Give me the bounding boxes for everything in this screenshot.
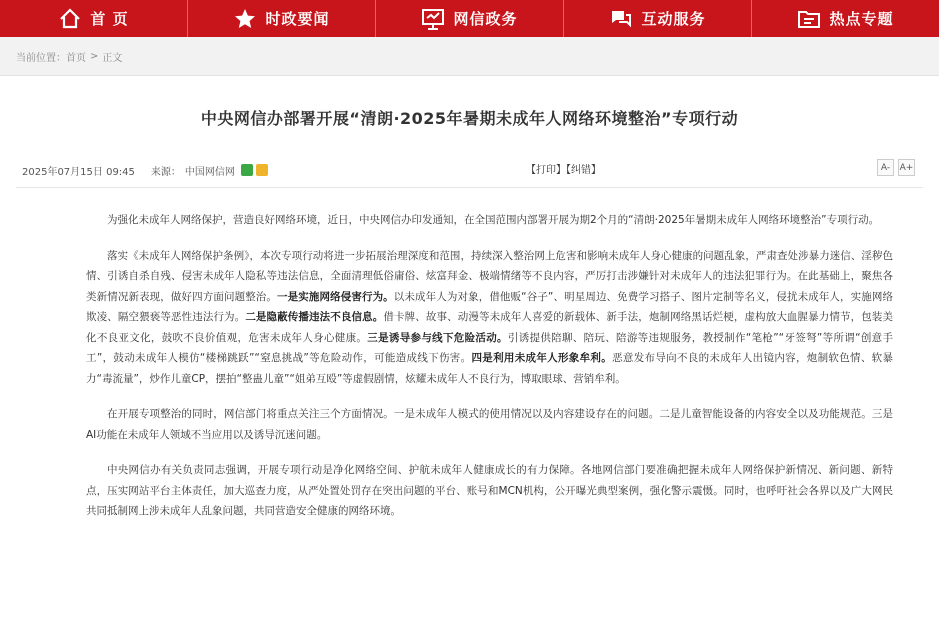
- nav-interaction[interactable]: [564, 0, 752, 37]
- nav-politics-label: 时政要闻: [265, 10, 330, 28]
- source-label: 来源：: [150, 166, 181, 178]
- font-size-controls: [877, 159, 915, 176]
- share-group: [241, 164, 268, 176]
- article-body: [16, 210, 923, 522]
- font-larger-button[interactable]: A+: [898, 159, 915, 176]
- nav-home-label: 首 页: [90, 10, 129, 28]
- correct-link[interactable]: 【纠错】: [566, 165, 601, 176]
- paragraph-3: 在开展专项整治的同时，网信部门将重点关注三个方面情况。一是未成年人模式的使用情况以及内容建设存在的问题。二是儿童智能设备的内容安全以及功能规范。三是AI功能在未成年人领域不当应用以及诱导沉迷问题。: [86, 408, 893, 441]
- paragraph-2-text-a: 落实《未成年人网络保护条例》，本次专项行动将进一步拓展治理深度和范围，持续深入整治网上危害和影响未成年人身心健康的问题乱象，严肃查处涉暴力迷信、淫秽色情、引诱自杀自残、侵害未成年人隐私等违法信息，全面清理低俗庸俗、炫富拜金、极端情绪等不良内容，严厉打击涉嫌针对未成年人的违法犯罪行为。在此基础上，聚焦各类新情况新表现，做好四方面问题整治。: [86, 249, 893, 303]
- breadcrumb-home-link[interactable]: 首页: [66, 52, 86, 64]
- paragraph-1: 为强化未成年人网络保护，营造良好网络环境，近日，中央网信办印发通知，在全国范围内部署开展为期2个月的“清朗·2025年暑期未成年人网络环境整治”专项行动。: [107, 214, 880, 226]
- paragraph-2-text-b: 以未成年人为对象，借他贩“谷子”、明星周边、免费学习搭子、图片定制等名义，侵扰未成年人，实施网络欺凌、隔空猥亵等恶性违法行为。: [86, 290, 893, 323]
- article: [0, 106, 939, 522]
- article-meta: [16, 159, 923, 188]
- paragraph-2-text-d: 引诱提供陪聊、陪玩、陪游等违规服务，教授制作“笔枪”“牙签弩”等所谓“创意手工”，鼓动未成年人模仿“楼梯跳跃”“窒息挑战”等危险动作，可能造成线下伤害。: [86, 331, 893, 364]
- paragraph-2-bold-4: 四是利用未成年人形象牟利。: [471, 352, 613, 364]
- wechat-share-icon[interactable]: [241, 164, 253, 176]
- home-icon: [58, 7, 82, 31]
- nav-topics[interactable]: [752, 0, 939, 37]
- paragraph-2-text-e: 恶意发布导向不良的未成年人出镜内容，炮制软色情、软暴力“毒流量”，炒作儿童CP，摆拍“整蛊儿童”“姐弟互殴”等虚假剧情，炫耀未成年人不良行为，博取眼球、营销牟利。: [86, 352, 893, 385]
- paragraph-2-bold-3: 三是诱导参与线下危险活动。: [367, 331, 508, 344]
- breadcrumb-separator: >: [90, 50, 99, 62]
- nav-government[interactable]: [376, 0, 564, 37]
- nav-interaction-label: 互动服务: [641, 10, 706, 28]
- article-date: 2025年07月15日 09:45: [22, 166, 135, 178]
- nav-home[interactable]: [0, 0, 188, 37]
- nav-topics-label: 热点专题: [829, 10, 894, 28]
- chat-icon: [609, 7, 633, 31]
- top-nav: [0, 0, 939, 37]
- paragraph-2-text-c: 借卡牌、故事、动漫等未成年人喜爱的新载体、新手法，炮制网络黑话烂梗，虚构放大血腥暴力情节，包装美化不良亚文化，鼓吹不良价值观，危害未成年人身心健康。: [86, 311, 894, 344]
- article-actions: [526, 161, 601, 176]
- print-link[interactable]: 【打印】: [526, 165, 566, 176]
- qzone-share-icon[interactable]: [256, 164, 268, 176]
- presentation-icon: [421, 7, 445, 31]
- folder-icon: [797, 7, 821, 31]
- nav-government-label: 网信政务: [453, 10, 518, 28]
- star-icon: [233, 7, 257, 31]
- article-source: 中国网信网: [184, 166, 235, 178]
- font-smaller-button[interactable]: A-: [877, 159, 894, 176]
- paragraph-2-bold-2: 二是隐蔽传播违法不良信息。: [245, 311, 384, 323]
- breadcrumb-current: 正文: [102, 52, 123, 64]
- nav-politics[interactable]: [188, 0, 376, 37]
- paragraph-2-bold-1: 一是实施网络侵害行为。: [277, 290, 394, 303]
- breadcrumb: [0, 37, 939, 76]
- breadcrumb-label: 当前位置：: [16, 52, 66, 64]
- paragraph-2: [86, 246, 893, 390]
- article-title: 中央网信办部署开展“清朗·2025年暑期未成年人网络环境整治”专项行动: [200, 109, 739, 128]
- paragraph-4: 中央网信办有关负责同志强调，开展专项行动是净化网络空间、护航未成年人健康成长的有力保障。各地网信部门要准确把握未成年人网络保护新情况、新问题、新特点，压实网站平台主体责任，加大巡查力度，从严处置处罚存在突出问题的平台、账号和MCN机构，公开曝光典型案例，强化警示震慑。同时，也呼吁社会各界以及广大网民共同抵制网上涉未成年人乱象问题，共同营造安全健康的网络环境。: [86, 464, 893, 517]
